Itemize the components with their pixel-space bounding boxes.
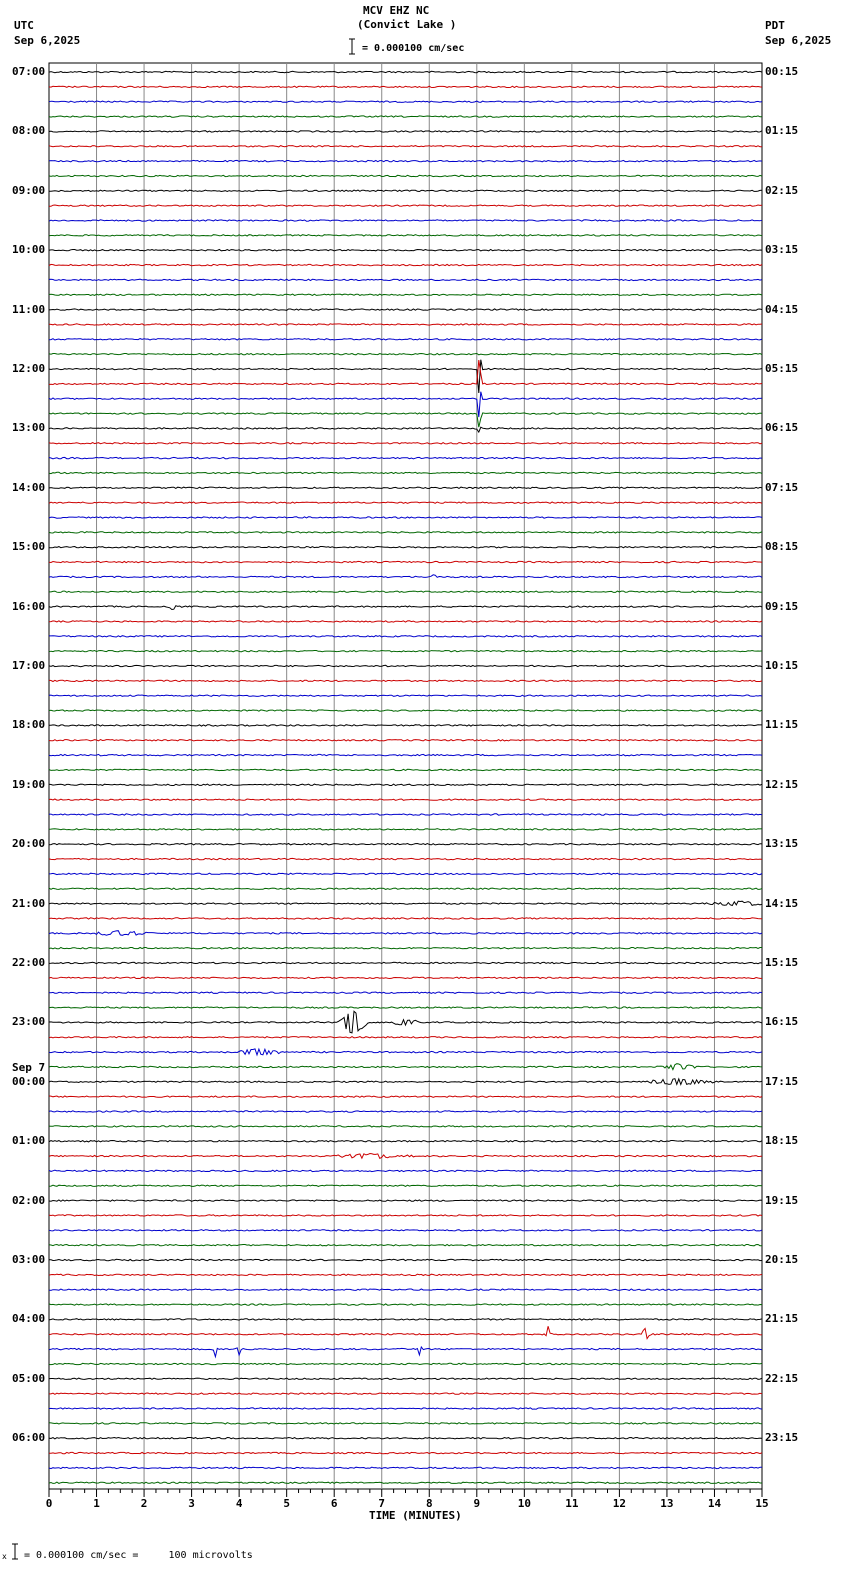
x-tick-label: 15 xyxy=(755,1497,769,1510)
seismic-trace-23 xyxy=(49,413,762,427)
seismic-trace-38 xyxy=(49,636,762,637)
left-hour-label: 22:00 xyxy=(12,956,46,969)
x-tick-label: 5 xyxy=(283,1497,290,1510)
seismic-trace-0 xyxy=(49,71,762,72)
seismic-trace-46 xyxy=(49,754,762,755)
seismic-trace-80 xyxy=(49,1259,762,1260)
seismic-trace-56 xyxy=(49,901,762,905)
right-hour-label: 14:15 xyxy=(765,896,799,910)
seismic-trace-43 xyxy=(49,710,762,711)
left-hour-label: 01:00 xyxy=(12,1134,46,1148)
right-hour-label: 20:15 xyxy=(765,1253,799,1266)
seismic-trace-64 xyxy=(49,1011,762,1033)
seismic-trace-25 xyxy=(49,443,762,444)
x-tick-label: 10 xyxy=(517,1497,531,1510)
left-hour-label: 12:00 xyxy=(12,362,46,375)
seismic-trace-91 xyxy=(49,1423,762,1424)
scale-label: = 0.000100 cm/sec xyxy=(362,43,465,54)
seismic-trace-29 xyxy=(49,502,762,503)
right-hour-label: 03:15 xyxy=(765,243,799,257)
seismic-trace-90 xyxy=(49,1408,762,1409)
x-tick-label: 12 xyxy=(612,1497,627,1510)
left-hour-label: 18:00 xyxy=(12,718,46,732)
trace-group xyxy=(49,71,762,1483)
left-hour-label: 09:00 xyxy=(12,183,46,197)
left-hour-label: 11:00 xyxy=(12,302,46,316)
seismic-trace-32 xyxy=(49,547,762,548)
right-hour-label: 05:15 xyxy=(765,362,799,375)
right-hour-label: 13:15 xyxy=(765,837,799,851)
left-hour-label: 00:00 xyxy=(12,1074,46,1088)
seismic-trace-44 xyxy=(49,725,762,726)
seismic-trace-61 xyxy=(49,977,762,978)
seismic-trace-37 xyxy=(49,621,762,622)
seismic-trace-70 xyxy=(49,1111,762,1112)
seismic-trace-1 xyxy=(49,86,762,87)
seismic-trace-73 xyxy=(49,1154,762,1159)
right-timezone: PDT xyxy=(765,19,785,32)
seismic-trace-21 xyxy=(49,360,762,384)
seismic-trace-51 xyxy=(49,829,762,830)
seismic-trace-93 xyxy=(49,1452,762,1453)
right-hour-label: 08:15 xyxy=(765,540,799,554)
seismic-trace-58 xyxy=(49,931,762,936)
left-hour-label: 19:00 xyxy=(12,777,46,791)
left-hour-label: 08:00 xyxy=(12,124,46,138)
left-date: Sep 6,2025 xyxy=(14,34,81,47)
seismic-trace-27 xyxy=(49,472,762,473)
seismic-trace-18 xyxy=(49,339,762,340)
left-hour-label: 23:00 xyxy=(12,1015,46,1029)
x-tick-label: 11 xyxy=(565,1497,579,1510)
right-hour-label: 01:15 xyxy=(765,124,799,138)
right-hour-label: 10:15 xyxy=(765,659,799,672)
seismic-trace-72 xyxy=(49,1141,762,1142)
x-axis xyxy=(46,1489,769,1510)
x-tick-label: 7 xyxy=(378,1497,386,1510)
seismic-trace-39 xyxy=(49,651,762,652)
seismic-trace-26 xyxy=(49,457,762,458)
seismic-trace-40 xyxy=(49,665,762,666)
seismic-trace-41 xyxy=(49,680,762,681)
left-hour-label: 02:00 xyxy=(12,1193,46,1207)
x-tick-label: 1 xyxy=(93,1497,100,1510)
left-timezone: UTC xyxy=(14,19,34,32)
x-tick-label: 4 xyxy=(235,1497,243,1510)
seismic-trace-12 xyxy=(49,250,762,251)
seismic-trace-54 xyxy=(49,873,762,874)
seismic-trace-68 xyxy=(49,1079,762,1085)
seismic-trace-28 xyxy=(49,487,762,488)
right-hour-label: 06:15 xyxy=(765,421,799,435)
footer-scale-note: = 0.000100 cm/sec = 100 microvolts xyxy=(24,1550,253,1561)
right-date: Sep 6,2025 xyxy=(765,34,832,47)
seismic-trace-95 xyxy=(49,1482,762,1483)
seismic-trace-10 xyxy=(49,220,762,221)
seismic-trace-45 xyxy=(49,740,762,741)
seismic-trace-35 xyxy=(49,591,762,592)
seismic-trace-86 xyxy=(49,1347,762,1357)
seismic-trace-84 xyxy=(49,1319,762,1320)
seismic-trace-16 xyxy=(49,309,762,310)
footer-scale-icon xyxy=(10,1543,20,1561)
seismic-trace-83 xyxy=(49,1304,762,1305)
seismic-trace-62 xyxy=(49,992,762,993)
x-tick-label: 3 xyxy=(188,1497,195,1510)
seismic-trace-3 xyxy=(49,116,762,117)
seismic-trace-6 xyxy=(49,160,762,161)
right-hour-label: 16:15 xyxy=(765,1015,799,1029)
left-hour-label: 05:00 xyxy=(12,1371,46,1385)
seismic-trace-92 xyxy=(49,1438,762,1439)
seismic-trace-77 xyxy=(49,1215,762,1216)
left-hour-label: 04:00 xyxy=(12,1312,46,1326)
seismic-trace-2 xyxy=(49,101,762,102)
seismic-trace-59 xyxy=(49,948,762,949)
x-axis-title: TIME (MINUTES) xyxy=(369,1509,462,1522)
left-hour-label: 06:00 xyxy=(12,1431,46,1445)
right-hour-label: 00:15 xyxy=(765,65,799,78)
seismic-trace-13 xyxy=(49,264,762,265)
right-hour-label: 02:15 xyxy=(765,183,799,197)
x-tick-label: 13 xyxy=(660,1497,674,1510)
x-tick-label: 2 xyxy=(140,1497,148,1510)
right-hour-label: 15:15 xyxy=(765,956,799,969)
seismic-trace-42 xyxy=(49,695,762,696)
x-tick-label: 8 xyxy=(425,1497,433,1510)
left-hour-label: 13:00 xyxy=(12,421,46,435)
seismic-trace-79 xyxy=(49,1245,762,1246)
seismic-trace-52 xyxy=(49,844,762,845)
x-tick-label: 14 xyxy=(707,1497,722,1510)
seismic-trace-14 xyxy=(49,279,762,280)
seismic-trace-15 xyxy=(49,294,762,295)
seismic-trace-94 xyxy=(49,1467,762,1468)
seismic-trace-53 xyxy=(49,858,762,859)
seismic-trace-8 xyxy=(49,190,762,191)
right-hour-label: 12:15 xyxy=(765,777,799,791)
seismic-trace-57 xyxy=(49,918,762,919)
right-hour-label: 11:15 xyxy=(765,718,799,732)
seismic-trace-11 xyxy=(49,235,762,236)
seismic-trace-82 xyxy=(49,1289,762,1290)
seismic-trace-76 xyxy=(49,1200,762,1201)
seismic-trace-48 xyxy=(49,784,762,785)
seismic-trace-71 xyxy=(49,1126,762,1127)
right-hour-label: 09:15 xyxy=(765,599,799,613)
seismic-trace-66 xyxy=(49,1049,762,1055)
seismic-trace-7 xyxy=(49,175,762,176)
seismic-trace-67 xyxy=(49,1064,762,1070)
left-hour-label: 15:00 xyxy=(12,540,46,554)
right-hour-label: 21:15 xyxy=(765,1312,799,1326)
seismic-trace-50 xyxy=(49,814,762,815)
seismic-trace-24 xyxy=(49,427,762,432)
left-hour-label: 17:00 xyxy=(12,659,46,672)
right-hour-label: 19:15 xyxy=(765,1193,799,1207)
left-hour-label: 16:00 xyxy=(12,599,46,613)
seismic-trace-31 xyxy=(49,532,762,533)
seismic-trace-34 xyxy=(49,575,762,578)
seismic-trace-9 xyxy=(49,205,762,206)
seismic-trace-69 xyxy=(49,1096,762,1097)
seismic-trace-63 xyxy=(49,1007,762,1008)
left-hour-label: 14:00 xyxy=(12,480,46,494)
seismic-trace-30 xyxy=(49,517,762,518)
right-hour-label: 23:15 xyxy=(765,1431,799,1445)
seismic-trace-60 xyxy=(49,962,762,963)
footer-marker: x xyxy=(2,1552,7,1561)
seismic-trace-78 xyxy=(49,1230,762,1231)
seismic-trace-89 xyxy=(49,1393,762,1394)
seismic-trace-20 xyxy=(49,360,762,393)
seismic-trace-49 xyxy=(49,799,762,800)
left-hour-label: 07:00 xyxy=(12,65,46,78)
x-tick-label: 9 xyxy=(473,1497,481,1510)
seismic-trace-47 xyxy=(49,769,762,770)
right-hour-label: 17:15 xyxy=(765,1074,799,1088)
seismic-trace-4 xyxy=(49,131,762,132)
seismic-trace-55 xyxy=(49,888,762,889)
seismic-trace-87 xyxy=(49,1363,762,1364)
seismic-trace-88 xyxy=(49,1378,762,1379)
station-title: MCV EHZ NC xyxy=(363,4,430,17)
right-hour-label: 07:15 xyxy=(765,480,799,494)
seismic-trace-33 xyxy=(49,561,762,562)
x-tick-label: 6 xyxy=(330,1497,338,1510)
seismic-trace-81 xyxy=(49,1274,762,1275)
left-hour-label: 10:00 xyxy=(12,243,46,257)
seismic-trace-17 xyxy=(49,324,762,325)
left-hour-label: 20:00 xyxy=(12,837,46,851)
x-tick-label: 0 xyxy=(45,1497,53,1510)
seismic-trace-74 xyxy=(49,1170,762,1171)
seismic-trace-75 xyxy=(49,1185,762,1186)
left-hour-label: 03:00 xyxy=(12,1253,46,1266)
right-hour-label: 04:15 xyxy=(765,302,799,316)
seismic-trace-19 xyxy=(49,354,762,355)
seismic-trace-5 xyxy=(49,146,762,147)
station-location: (Convict Lake ) xyxy=(357,18,457,31)
left-hour-label: 21:00 xyxy=(12,896,46,910)
right-hour-label: 18:15 xyxy=(765,1134,799,1148)
seismic-trace-36 xyxy=(49,606,762,610)
date-change-label: Sep 7 xyxy=(12,1060,46,1074)
seismic-trace-85 xyxy=(49,1326,762,1338)
right-hour-label: 22:15 xyxy=(765,1371,799,1385)
seismic-trace-65 xyxy=(49,1037,762,1038)
